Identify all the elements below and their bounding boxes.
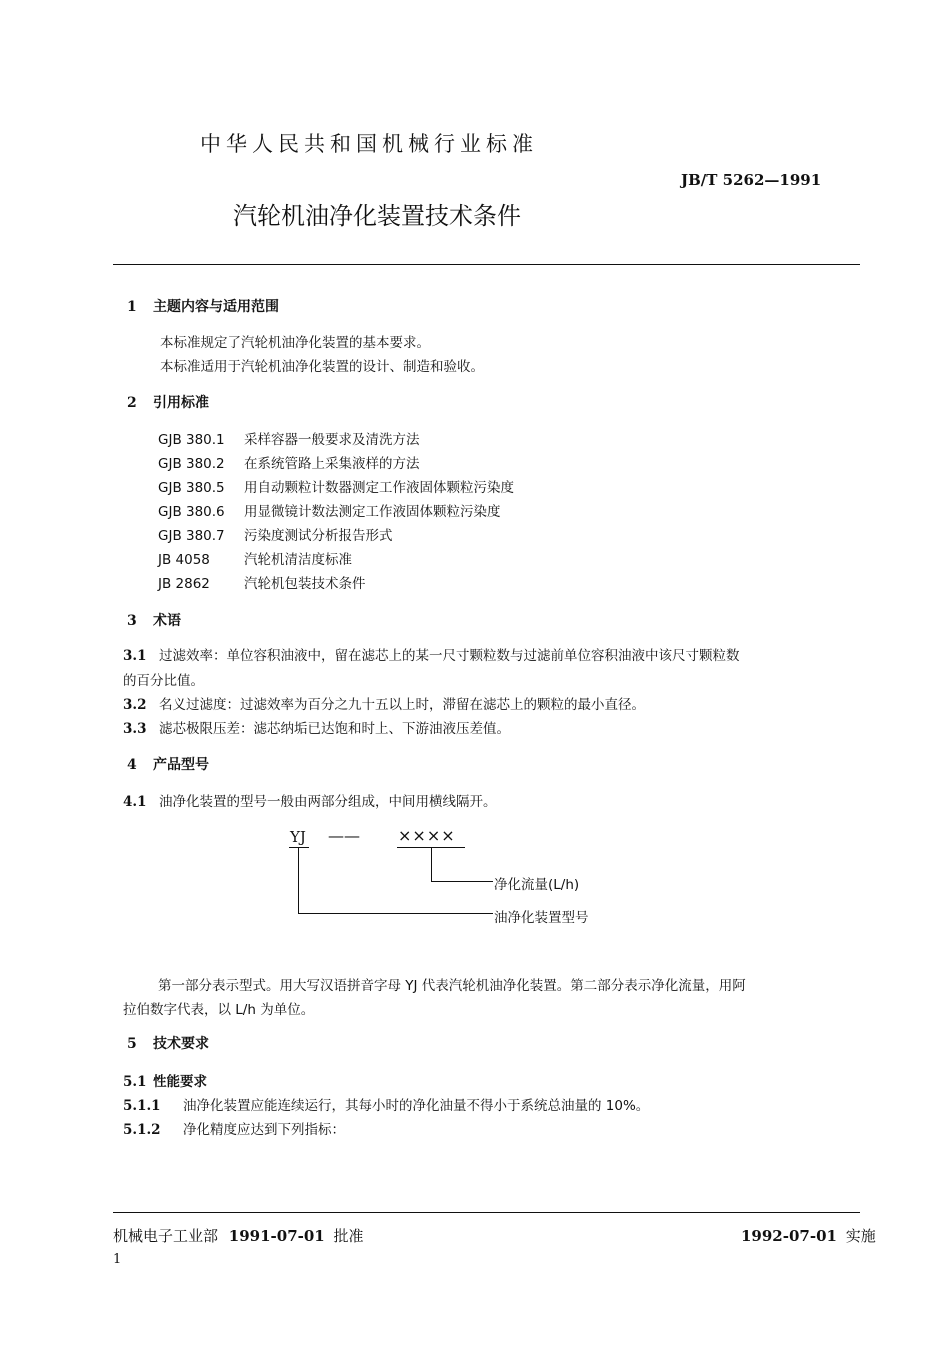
section-3-heading <box>127 610 181 630</box>
section-number: 2 <box>127 395 137 411</box>
list-item <box>158 572 514 596</box>
term-3-3 <box>123 717 510 737</box>
ref-code: JB 2862 <box>158 576 210 592</box>
approval-line <box>113 1225 364 1246</box>
model-part-type: YJ <box>290 828 306 846</box>
clause-text: 性能要求 <box>153 1074 207 1090</box>
header-divider <box>113 264 860 265</box>
clause-number: 3.3 <box>123 721 147 737</box>
section-number: 3 <box>127 613 137 629</box>
term-3-1-cont: 的百分比值。 <box>123 673 204 689</box>
clause-5-1-2 <box>123 1118 345 1138</box>
clause-text: 油净化装置的型号一般由两部分组成，中间用横线隔开。 <box>159 794 497 810</box>
term-3-2 <box>123 693 645 713</box>
section-5-heading <box>127 1033 209 1053</box>
ref-title: 采样容器一般要求及清洗方法 <box>244 432 420 448</box>
standard-category: 中华人民共和国机械行业标准 <box>200 132 538 156</box>
list-item <box>158 500 514 524</box>
clause-4-1 <box>123 790 497 810</box>
list-item <box>158 548 514 572</box>
section-4-heading <box>127 754 209 774</box>
implementation-line <box>741 1225 876 1246</box>
ref-title: 汽轮机清洁度标准 <box>244 552 352 568</box>
clause-number: 5.1.2 <box>123 1122 161 1138</box>
standard-code: JB/T 5262—1991 <box>681 171 822 189</box>
paragraph: 本标准规定了汽轮机油净化装置的基本要求。 <box>160 335 430 351</box>
impl-label: 实施 <box>845 1227 876 1245</box>
diagram-line <box>431 848 432 881</box>
list-item <box>158 452 514 476</box>
clause-text: 滤芯极限压差：滤芯纳垢已达饱和时上、下游油液压差值。 <box>159 721 510 737</box>
impl-date: 1992-07-01 <box>741 1227 837 1245</box>
issuer: 机械电子工业部 <box>113 1227 219 1245</box>
paragraph: 拉伯数字代表，以 L/h 为单位。 <box>123 1002 315 1018</box>
section-title: 技术要求 <box>153 1036 209 1052</box>
diagram-label-flow: 净化流量(L/h) <box>494 877 580 893</box>
clause-number: 4.1 <box>123 794 147 810</box>
section-1-heading <box>127 296 279 316</box>
ref-code: GJB 380.6 <box>158 504 225 520</box>
ref-code: JB 4058 <box>158 552 210 568</box>
clause-number: 5.1 <box>123 1074 147 1090</box>
model-separator: —— <box>328 826 360 845</box>
diagram-line <box>298 848 299 913</box>
approve-label: 批准 <box>333 1227 364 1245</box>
clause-5-1-1 <box>123 1094 649 1114</box>
term-3-1 <box>123 644 740 664</box>
page-number: 1 <box>113 1252 122 1267</box>
ref-code: GJB 380.7 <box>158 528 225 544</box>
paragraph: 第一部分表示型式。用大写汉语拼音字母 YJ 代表汽轮机油净化装置。第二部分表示净化流量，用阿 <box>158 978 746 994</box>
clause-text: 过滤效率：单位容积油液中，留在滤芯上的某一尺寸颗粒数与过滤前单位容积油液中该尺寸颗粒数 <box>159 648 740 664</box>
clause-number: 3.2 <box>123 697 147 713</box>
ref-code: GJB 380.2 <box>158 456 225 472</box>
diagram-label-model: 油净化装置型号 <box>494 910 589 926</box>
list-item <box>158 524 514 548</box>
paragraph: 本标准适用于汽轮机油净化装置的设计、制造和验收。 <box>160 359 484 375</box>
list-item <box>158 476 514 500</box>
document-title: 汽轮机油净化装置技术条件 <box>233 202 521 230</box>
ref-title: 在系统管路上采集液样的方法 <box>244 456 420 472</box>
section-title: 引用标准 <box>153 395 209 411</box>
ref-code: GJB 380.5 <box>158 480 225 496</box>
list-item <box>158 428 514 452</box>
ref-code: GJB 380.1 <box>158 432 225 448</box>
model-part-flow: ×××× <box>398 826 456 845</box>
ref-title: 污染度测试分析报告形式 <box>244 528 393 544</box>
section-title: 主题内容与适用范围 <box>153 299 279 315</box>
diagram-line <box>298 913 493 914</box>
clause-number: 5.1.1 <box>123 1098 161 1114</box>
section-title: 产品型号 <box>153 757 209 773</box>
section-title: 术语 <box>153 613 181 629</box>
footer-divider <box>113 1212 860 1213</box>
clause-text: 油净化装置应能连续运行，其每小时的净化油量不得小于系统总油量的 10%。 <box>183 1098 650 1114</box>
diagram-line <box>431 881 493 882</box>
approve-date: 1991-07-01 <box>228 1227 325 1245</box>
section-number: 4 <box>127 757 137 773</box>
diagram-line <box>289 847 309 848</box>
ref-title: 用自动颗粒计数器测定工作液固体颗粒污染度 <box>244 480 514 496</box>
clause-5-1 <box>123 1070 207 1090</box>
ref-title: 用显微镜计数法测定工作液固体颗粒污染度 <box>244 504 501 520</box>
section-number: 5 <box>127 1036 137 1052</box>
reference-list <box>158 428 514 596</box>
section-2-heading <box>127 392 209 412</box>
clause-number: 3.1 <box>123 648 147 664</box>
clause-text: 净化精度应达到下列指标： <box>183 1122 345 1138</box>
section-number: 1 <box>127 299 137 315</box>
ref-title: 汽轮机包装技术条件 <box>244 576 366 592</box>
clause-text: 名义过滤度：过滤效率为百分之九十五以上时，滞留在滤芯上的颗粒的最小直径。 <box>159 697 645 713</box>
